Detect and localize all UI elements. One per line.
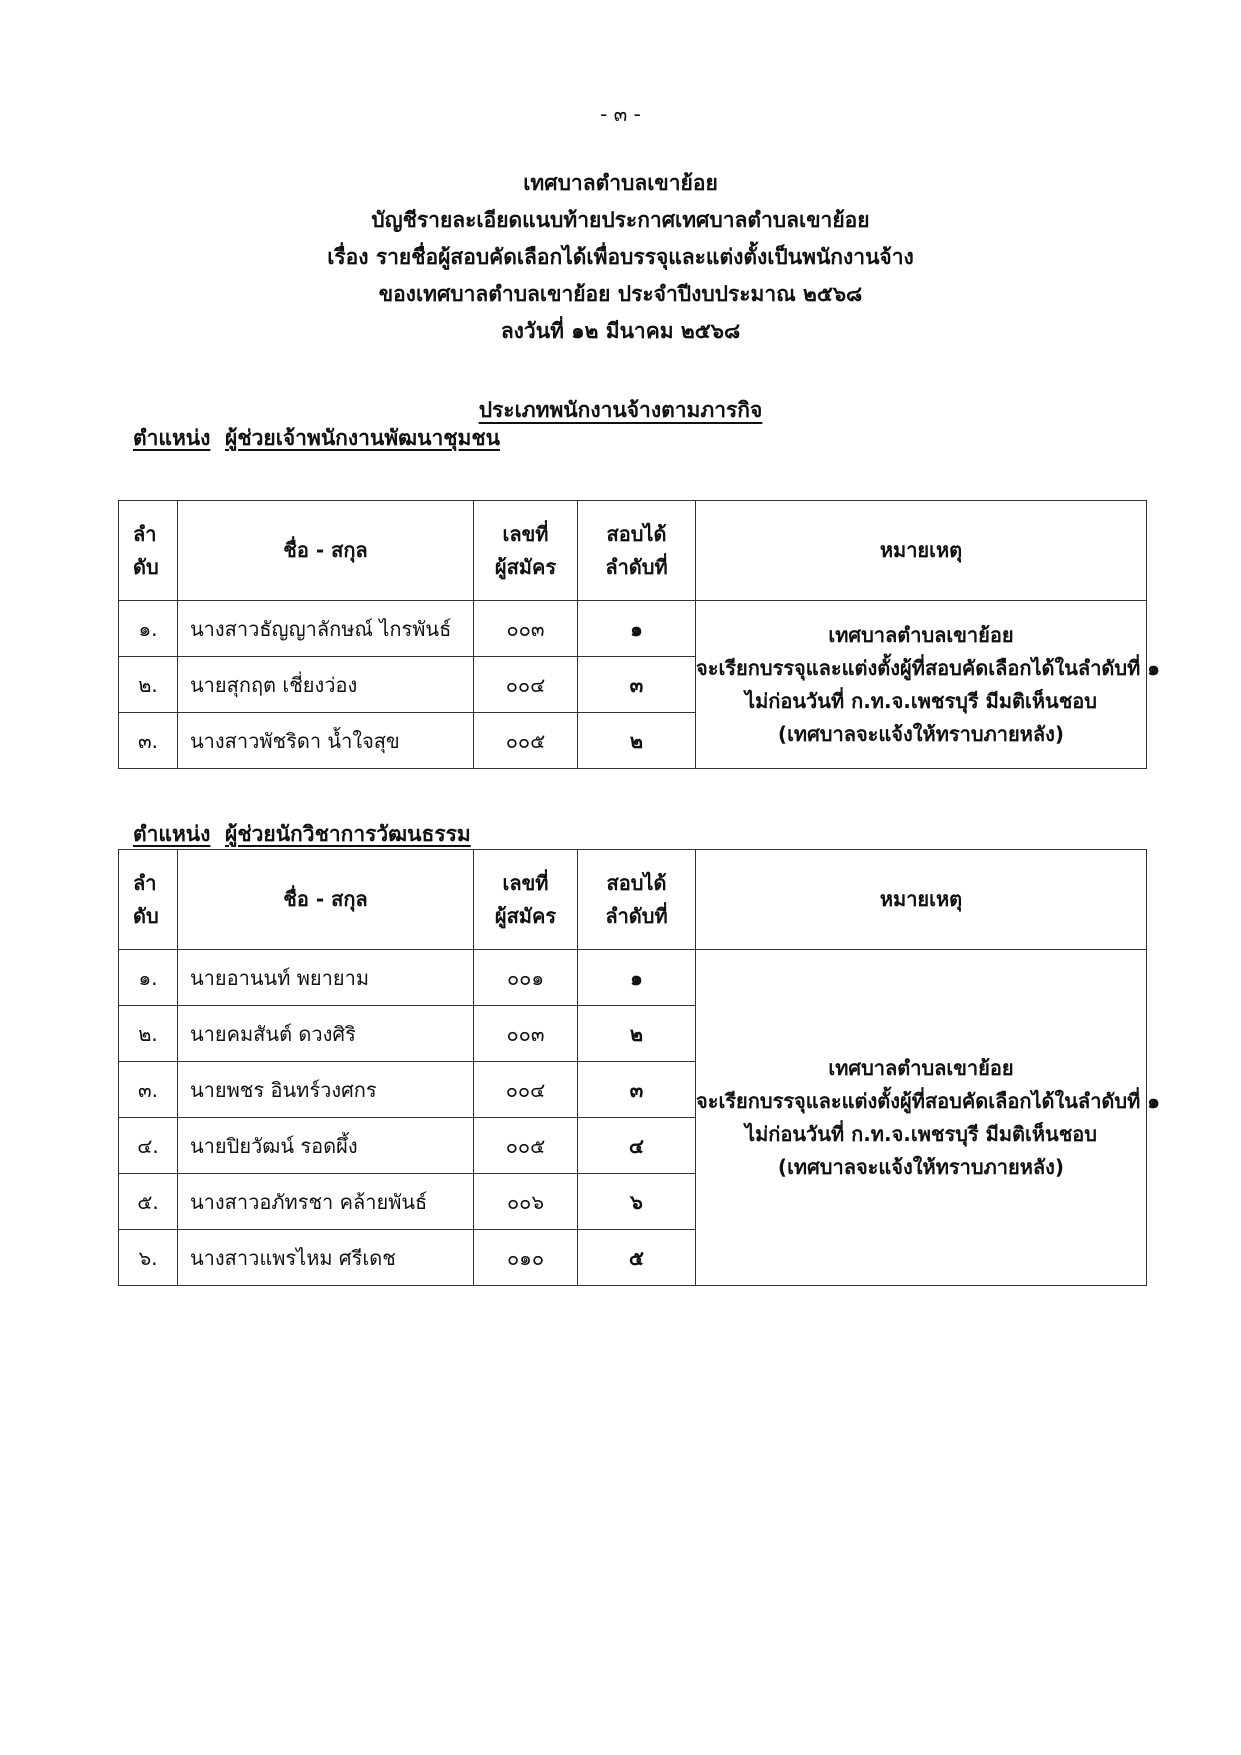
header-order [119, 850, 178, 950]
row-name: นางสาวธัญญาลักษณ์ ไกรพันธ์ [178, 601, 474, 657]
page-number: - ๓ - [600, 102, 641, 126]
row-applicant-no: ๐๐๔ [474, 657, 578, 713]
position-title-1 [133, 422, 500, 455]
row-order: ๓. [119, 713, 178, 769]
row-rank: ๓ [578, 657, 696, 713]
header-name: ชื่อ - สกุล [178, 850, 474, 950]
header-line-organization: เทศบาลตำบลเขาย้อย [523, 171, 718, 195]
remark-line: เทศบาลตำบลเขาย้อย [828, 622, 1014, 647]
row-name: นางสาวพัชริดา น้ำใจสุข [178, 713, 474, 769]
row-name: นายสุกฤต เชี่ยงว่อง [178, 657, 474, 713]
row-rank: ๕ [578, 1230, 696, 1286]
remark-line: ไม่ก่อนวันที่ ก.ท.จ.เพชรบุรี มีมติเห็นชอบ [745, 688, 1097, 713]
remark-line: ไม่ก่อนวันที่ ก.ท.จ.เพชรบุรี มีมติเห็นชอบ [745, 1121, 1097, 1146]
remark-line: เทศบาลตำบลเขาย้อย [828, 1055, 1014, 1080]
header-applicant-no-line1: เลขที่ [502, 521, 549, 546]
position-label: ตำแหน่ง [133, 822, 211, 846]
header-rank-line2: ลำดับที่ [605, 554, 668, 579]
row-order: ๒. [119, 1006, 178, 1062]
row-applicant-no: ๐๐๓ [474, 1006, 578, 1062]
row-applicant-no: ๐๐๔ [474, 1062, 578, 1118]
header-rank-line1: สอบได้ [606, 521, 667, 546]
row-rank: ๓ [578, 1062, 696, 1118]
results-table-1 [118, 500, 1160, 769]
header-order-line2: ดับ [133, 554, 159, 579]
header-applicant-no [474, 501, 578, 601]
header-order-line1: ลำ [133, 870, 157, 895]
row-rank: ๒ [578, 713, 696, 769]
header-applicant-no-line1: เลขที่ [502, 870, 549, 895]
header-applicant-no-line2: ผู้สมัคร [494, 903, 557, 928]
remark-cell [696, 601, 1160, 769]
row-order: ๑. [119, 601, 178, 657]
row-applicant-no: ๐๐๖ [474, 1174, 578, 1230]
table-row [119, 950, 1147, 1006]
header-line-fiscal-year: ของเทศบาลตำบลเขาย้อย ประจำปีงบประมาณ ๒๕๖๘ [378, 282, 863, 306]
header-rank [578, 501, 696, 601]
position-name: ผู้ช่วยนักวิชาการวัฒนธรรม [225, 822, 471, 846]
header-rank-line2: ลำดับที่ [605, 903, 668, 928]
row-applicant-no: ๐๑๐ [474, 1230, 578, 1286]
header-order-line1: ลำ [133, 521, 157, 546]
header-applicant-no-line2: ผู้สมัคร [494, 554, 557, 579]
row-name: นางสาวแพรไหม ศรีเดช [178, 1230, 474, 1286]
row-rank: ๑ [578, 950, 696, 1006]
results-table-2 [118, 849, 1160, 1286]
header-line-subject: เรื่อง รายชื่อผู้สอบคัดเลือกได้เพื่อบรรจุและแต่งตั้งเป็นพนักงานจ้าง [327, 245, 914, 269]
row-name: นายปิยวัฒน์ รอดผึ้ง [178, 1118, 474, 1174]
header-rank [578, 850, 696, 950]
row-order: ๓. [119, 1062, 178, 1118]
header-rank-line1: สอบได้ [606, 870, 667, 895]
row-rank: ๖ [578, 1174, 696, 1230]
header-order-line2: ดับ [133, 903, 159, 928]
row-name: นายอานนท์ พยายาม [178, 950, 474, 1006]
header-remark: หมายเหตุ [696, 501, 1147, 601]
position-title-2 [133, 818, 471, 851]
header-applicant-no [474, 850, 578, 950]
row-rank: ๔ [578, 1118, 696, 1174]
row-applicant-no: ๐๐๕ [474, 713, 578, 769]
table-header-row [119, 501, 1147, 601]
row-applicant-no: ๐๐๕ [474, 1118, 578, 1174]
remark-cell [696, 950, 1160, 1286]
row-name: นายพชร อินทร์วงศกร [178, 1062, 474, 1118]
row-order: ๒. [119, 657, 178, 713]
remark-line: จะเรียกบรรจุและแต่งตั้งผู้ที่สอบคัดเลือกได้ในลำดับที่ ๑ [696, 655, 1160, 680]
row-applicant-no: ๐๐๓ [474, 601, 578, 657]
row-applicant-no: ๐๐๑ [474, 950, 578, 1006]
row-name: นางสาวอภัทรชา คล้ายพันธ์ [178, 1174, 474, 1230]
remark-line: (เทศบาลจะแจ้งให้ทราบภายหลัง) [777, 721, 1065, 746]
header-line-date: ลงวันที่ ๑๒ มีนาคม ๒๕๖๘ [500, 319, 741, 343]
row-order: ๔. [119, 1118, 178, 1174]
position-name: ผู้ช่วยเจ้าพนักงานพัฒนาชุมชน [225, 426, 500, 450]
header-remark: หมายเหตุ [696, 850, 1147, 950]
row-rank: ๑ [578, 601, 696, 657]
table-header-row [119, 850, 1147, 950]
header-order [119, 501, 178, 601]
row-name: นายคมสันต์ ดวงศิริ [178, 1006, 474, 1062]
row-order: ๑. [119, 950, 178, 1006]
table-row [119, 601, 1147, 657]
document-header [0, 165, 1241, 350]
row-order: ๕. [119, 1174, 178, 1230]
employee-category-text: ประเภทพนักงานจ้างตามภารกิจ [478, 398, 763, 422]
position-label: ตำแหน่ง [133, 426, 211, 450]
row-order: ๖. [119, 1230, 178, 1286]
remark-line: จะเรียกบรรจุและแต่งตั้งผู้ที่สอบคัดเลือกได้ในลำดับที่ ๑ [696, 1088, 1160, 1113]
row-rank: ๒ [578, 1006, 696, 1062]
header-line-attachment: บัญชีรายละเอียดแนบท้ายประกาศเทศบาลตำบลเขาย้อย [371, 208, 870, 232]
header-name: ชื่อ - สกุล [178, 501, 474, 601]
remark-line: (เทศบาลจะแจ้งให้ทราบภายหลัง) [777, 1154, 1065, 1179]
